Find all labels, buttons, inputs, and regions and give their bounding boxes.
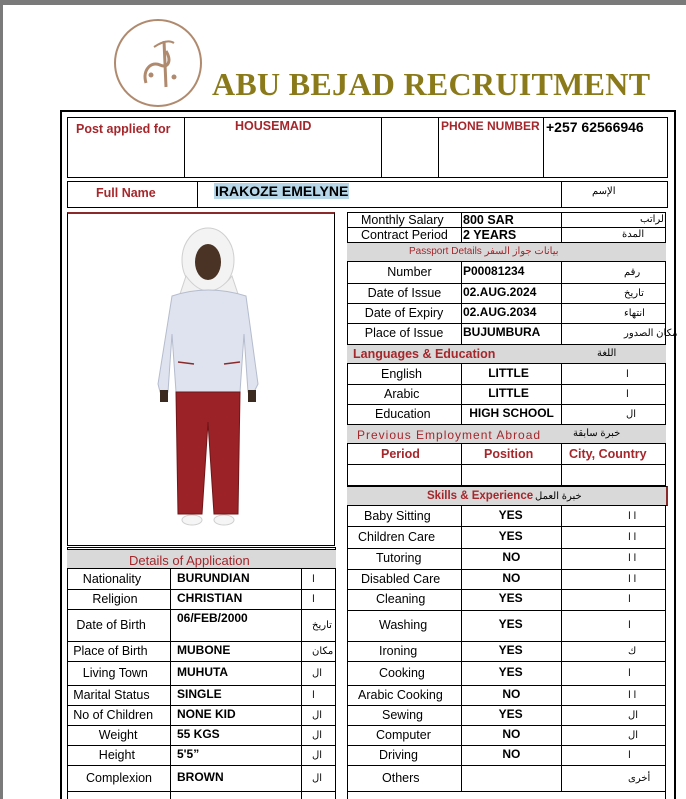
skill-arabic: ا ا	[628, 532, 637, 543]
application-value: NONE KID	[177, 707, 236, 721]
passport-header: Passport Details بيانات جواز السفر	[347, 242, 666, 262]
skills-header: Skills & Experience خبرة العمل	[347, 486, 668, 506]
passport-value: P00081234	[463, 264, 525, 278]
application-value: BROWN	[177, 770, 224, 784]
application-arabic: ال	[312, 773, 323, 784]
application-value: MUHUTA	[177, 665, 229, 679]
application-label: Marital Status	[73, 688, 150, 702]
application-label: Complexion	[86, 771, 153, 785]
passport-arabic: انتهاء	[624, 308, 645, 319]
passport-value: 02.AUG.2024	[463, 285, 537, 299]
skill-arabic: ا ا	[628, 511, 637, 522]
name-row	[67, 181, 668, 208]
skill-arabic: ا	[628, 620, 631, 631]
application-label: Living Town	[82, 666, 148, 680]
skill-arabic: ا ا	[628, 690, 637, 701]
skill-label: Cooking	[379, 666, 425, 680]
application-label: Nationality	[82, 572, 142, 586]
skill-label: Arabic Cooking	[358, 688, 443, 702]
language-label: English	[381, 367, 422, 381]
skill-value: YES	[498, 617, 523, 631]
skill-arabic: ا ا	[628, 574, 637, 585]
language-value: LITTLE	[488, 386, 529, 400]
passport-label: Number	[387, 265, 432, 279]
passport-arabic: مكان الصدور	[624, 328, 678, 339]
skill-arabic: ال	[628, 730, 639, 741]
application-arabic: ال	[312, 730, 323, 741]
language-label: Education	[375, 407, 431, 421]
passport-value: 02.AUG.2034	[463, 305, 537, 319]
application-arabic: ال	[312, 750, 323, 761]
employment-header: Previous Employment Abroad خبرة سابقة	[347, 424, 666, 444]
application-label: Religion	[92, 592, 138, 606]
skill-value: NO	[502, 571, 521, 585]
name-value: IRAKOZE EMELYNE	[215, 183, 349, 199]
application-arabic: ا	[312, 690, 315, 701]
skill-arabic: ا	[628, 594, 631, 605]
skill-value: YES	[498, 707, 523, 721]
application-value: BURUNDIAN	[177, 571, 250, 585]
post-label: Post applied for	[76, 122, 171, 136]
application-label: Place of Birth	[73, 644, 148, 658]
candidate-photo	[68, 214, 334, 546]
skill-value: YES	[498, 643, 523, 657]
contract-period-value: 2 YEARS	[463, 228, 517, 242]
contract-period-label: Contract Period	[361, 228, 448, 242]
languages-header: Languages & Education اللغة	[347, 344, 666, 364]
skill-arabic: ا ا	[628, 553, 637, 564]
skill-value: NO	[502, 550, 521, 564]
post-value: HOUSEMAID	[235, 119, 312, 133]
application-value: 55 KGS	[177, 727, 220, 741]
application-arabic: تاريخ	[312, 620, 332, 631]
employment-col-country: City, Country	[569, 447, 647, 461]
skill-arabic: ا	[628, 668, 631, 679]
application-arabic: ال	[312, 710, 323, 721]
language-label: Arabic	[384, 387, 420, 401]
company-title: ABU BEJAD RECRUITMENT	[212, 66, 651, 102]
passport-label: Place of Issue	[364, 326, 444, 340]
application-label: Weight	[98, 728, 138, 742]
company-logo-icon	[114, 19, 202, 107]
skill-value: NO	[502, 727, 521, 741]
language-arabic: ا	[626, 389, 629, 400]
application-value: MUBONE	[177, 643, 231, 657]
application-value: SINGLE	[177, 687, 222, 701]
skill-label: Sewing	[382, 708, 423, 722]
skill-label: Tutoring	[376, 551, 422, 565]
skill-label: Disabled Care	[361, 572, 441, 586]
phone-value: +257 62566946	[546, 119, 644, 135]
skill-label: Driving	[379, 748, 418, 762]
application-arabic: ا	[312, 594, 315, 605]
name-label: Full Name	[96, 186, 156, 200]
application-arabic: مكان	[312, 646, 334, 657]
employment-col-period: Period	[381, 447, 420, 461]
skill-value: YES	[498, 508, 523, 522]
passport-arabic: رقم	[624, 267, 641, 278]
skill-value: NO	[502, 747, 521, 761]
skill-label: Children Care	[358, 530, 436, 544]
passport-arabic: تاريخ	[624, 288, 644, 299]
application-label: No of Children	[73, 708, 154, 722]
skill-label: Others	[382, 771, 420, 785]
skill-value: YES	[498, 529, 523, 543]
window-top-border	[0, 0, 686, 5]
skill-value: YES	[498, 665, 523, 679]
skill-arabic: ا	[628, 750, 631, 761]
contract-period-arabic: المدة	[622, 229, 645, 240]
employment-col-position: Position	[484, 447, 534, 461]
skill-arabic: ال	[628, 710, 639, 721]
language-value: HIGH SCHOOL	[469, 406, 554, 420]
photo-box	[67, 212, 335, 546]
application-value: 5'5”	[177, 747, 200, 761]
skill-value: YES	[498, 591, 523, 605]
application-value: 06/FEB/2000	[177, 611, 248, 625]
phone-label: PHONE NUMBER	[441, 119, 540, 133]
skill-label: Cleaning	[376, 592, 426, 606]
passport-label: Date of Expiry	[364, 306, 444, 320]
passport-label: Date of Issue	[367, 286, 442, 300]
window-left-border	[0, 0, 3, 799]
skill-value: NO	[502, 687, 521, 701]
application-header: Details of Application	[67, 549, 336, 569]
skill-label: Washing	[379, 618, 428, 632]
skill-label: Ironing	[379, 644, 418, 658]
skill-label: Baby Sitting	[364, 509, 431, 523]
name-arabic: الإسم	[592, 186, 616, 197]
skill-arabic: ك	[628, 646, 637, 657]
skill-arabic: أخرى	[628, 773, 651, 784]
salary-label: Monthly Salary	[361, 213, 444, 227]
application-label: Height	[98, 748, 135, 762]
language-arabic: ا	[626, 369, 629, 380]
application-arabic: ال	[312, 668, 323, 679]
salary-value: 800 SAR	[463, 213, 514, 227]
salary-arabic: الراتب	[640, 214, 667, 225]
application-label: Date of Birth	[76, 618, 146, 632]
passport-value: BUJUMBURA	[463, 325, 541, 339]
application-value: CHRISTIAN	[177, 591, 243, 605]
skill-label: Computer	[376, 728, 431, 742]
application-arabic: ا	[312, 574, 315, 585]
language-arabic: ال	[626, 409, 637, 420]
language-value: LITTLE	[488, 366, 529, 380]
